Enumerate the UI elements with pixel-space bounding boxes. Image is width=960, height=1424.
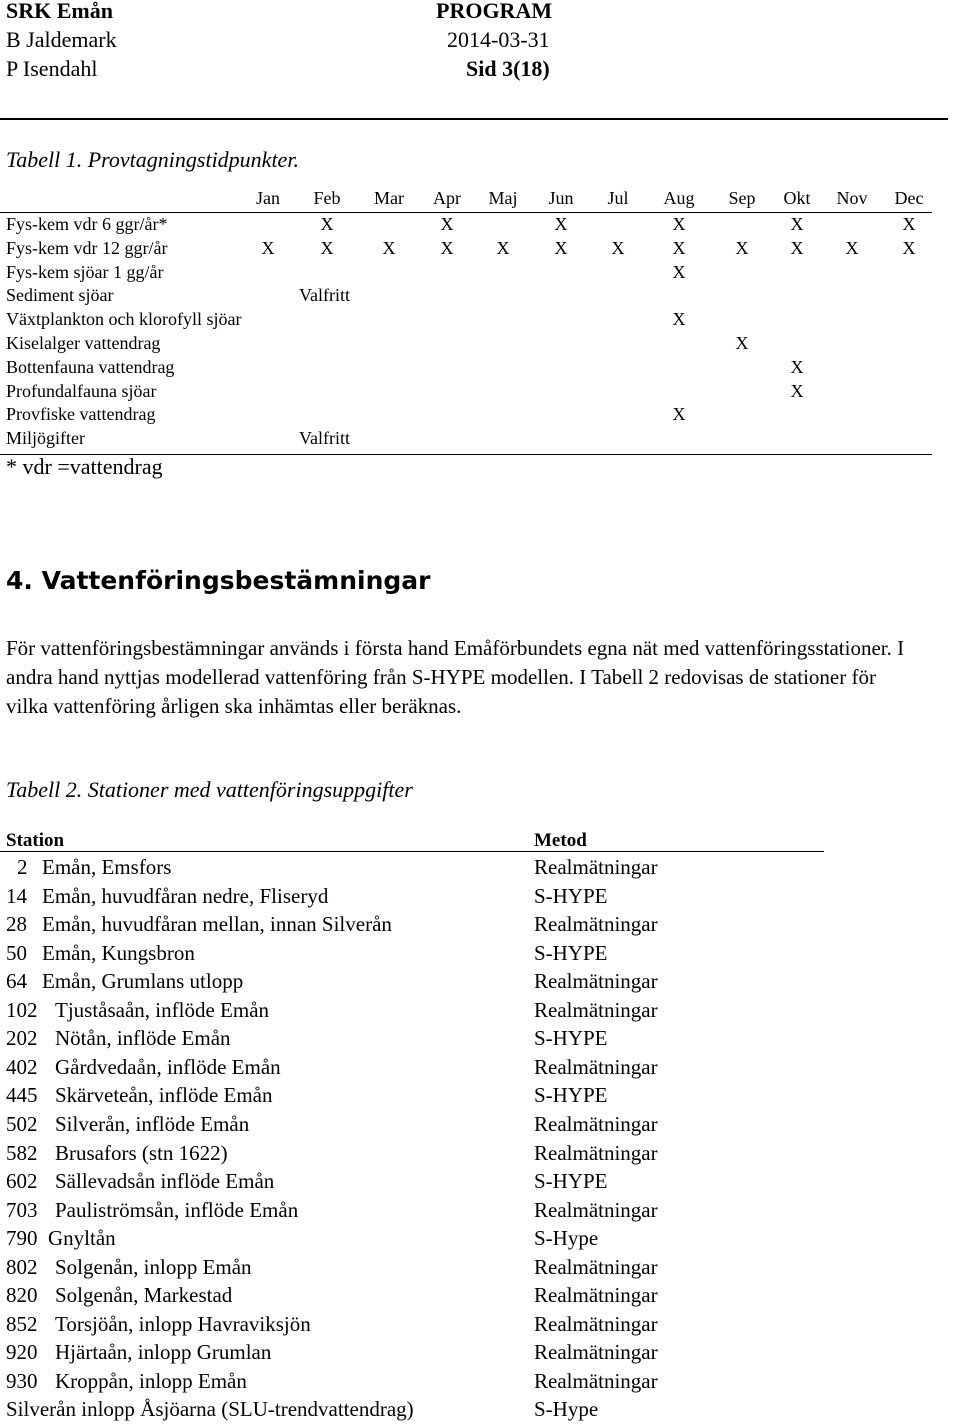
schedule-mark: X [790,380,804,401]
month-header: Mar [374,188,404,208]
header-date: 2014-03-31 [447,27,550,52]
schedule-mark: X [382,237,396,258]
schedule-mark: Valfritt [299,285,350,306]
month-header: Sep [728,188,756,208]
table2-header-rule [0,851,824,852]
station-method: Realmätningar [534,1311,658,1336]
month-header: Jan [256,188,280,208]
station-number: 64 [6,969,27,994]
station-method: S-HYPE [534,1083,608,1108]
station-method: Realmätningar [534,1283,658,1308]
month-header: Jul [607,188,629,208]
station-number: 402 [6,1054,38,1079]
table2-caption-label: Tabell 2. [6,777,83,802]
header-divider [0,118,948,120]
station-method: S-HYPE [534,1026,608,1051]
schedule-mark: X [672,237,686,258]
table2-header-station: Station [6,830,65,851]
station-number: 920 [6,1340,38,1365]
schedule-row-label: Fys-kem vdr 6 ggr/år* [6,214,168,234]
schedule-mark: X [845,237,859,258]
station-method: Realmätningar [534,1197,658,1222]
station-number: 202 [6,1026,38,1051]
month-header: Maj [488,188,518,208]
schedule-row-label: Kiselalger vattendrag [6,333,161,353]
schedule-mark: X [440,237,454,258]
table2-header-metod: Metod [534,830,587,851]
schedule-mark: X [735,237,749,258]
schedule-row-label: Fys-kem vdr 12 ggr/år [6,237,168,258]
station-method: Realmätningar [534,1054,658,1079]
station-name: Gårdvedaån, inflöde Emån [55,1054,281,1079]
table1-caption [6,147,299,173]
schedule-mark: X [672,261,686,282]
station-number: 852 [6,1311,38,1336]
table2-caption-text: Stationer med vattenföringsuppgifter [82,777,413,802]
month-header: Jun [548,188,574,208]
month-header: Aug [663,188,695,208]
section-heading: 4. Vattenföringsbestämningar [6,566,431,595]
schedule-mark: X [790,356,804,377]
table1-caption-label: Tabell 1. [6,147,83,172]
schedule-mark: X [672,404,686,425]
month-header: Nov [836,188,868,208]
station-method: Realmätningar [534,997,658,1022]
station-name: Emån, Emsfors [42,855,172,879]
station-number: 930 [6,1368,38,1393]
schedule-mark: Valfritt [299,428,350,449]
station-number: 790 [6,1226,38,1251]
station-number: 802 [6,1254,38,1279]
schedule-row-label: Profundalfauna sjöar [6,380,157,401]
station-name: Solgenån, Markestad [55,1283,233,1308]
schedule-mark: X [554,214,568,234]
schedule-mark: X [611,237,625,258]
station-name: Tjuståsaån, inflöde Emån [55,997,270,1022]
table1-header-rule [0,212,932,213]
header-doc-title: PROGRAM [436,0,553,23]
table1-footnote: * vdr =vattendrag [6,454,163,479]
station-name: Emån, huvudfåran nedre, Fliseryd [42,883,329,908]
section-paragraph: För vattenföringsbestämningar används i första hand Emåförbundets egna nät med vattenföringsstationer. I andra hand nyttjas modellerad vattenföring från S-HYPE modellen. I Tabell 2 redovisas de stationer för vilka vattenföring årligen ska inhämtas eller beräknas. [6,636,905,718]
station-name: Emån, Grumlans utlopp [42,969,244,994]
station-number: 102 [6,997,38,1022]
station-method: S-HYPE [534,883,608,908]
table1-caption-text: Provtagningstidpunkter. [82,147,299,172]
schedule-row-label: Sediment sjöar [6,285,114,306]
schedule-mark: X [735,333,749,353]
station-name: Solgenån, inlopp Emån [55,1254,252,1279]
schedule-mark: X [902,214,916,234]
station-method: Realmätningar [534,1140,658,1165]
station-number: 502 [6,1111,38,1136]
station-number: 445 [6,1083,38,1108]
schedule-row-label: Bottenfauna vattendrag [6,356,175,377]
header-author-1: B Jaldemark [6,27,117,52]
station-number: 2 [17,855,28,879]
station-method: Realmätningar [534,1368,658,1393]
schedule-mark: X [554,237,568,258]
schedule-mark: X [440,214,454,234]
station-method: Realmätningar [534,969,658,994]
schedule-mark: X [261,237,275,258]
station-number: 14 [6,883,27,908]
station-name: Hjärtaån, inlopp Grumlan [55,1340,272,1365]
station-name: Gnyltån [48,1226,116,1251]
schedule-mark: X [790,237,804,258]
station-number: 820 [6,1283,38,1308]
month-header: Okt [783,188,811,208]
station-method: S-HYPE [534,940,608,965]
header-author-2: P Isendahl [6,56,98,81]
month-header: Apr [433,188,461,208]
station-method: Realmätningar [534,912,658,937]
station-name: Torsjöån, inlopp Havraviksjön [55,1311,311,1336]
table2-caption [6,777,413,803]
schedule-row-label: Växtplankton och klorofyll sjöar [6,309,242,330]
station-method: Realmätningar [534,1254,658,1279]
station-method: S-HYPE [534,1169,608,1194]
schedule-row-label: Provfiske vattendrag [6,404,156,425]
schedule-mark: X [672,214,686,234]
station-name: Nötån, inflöde Emån [55,1026,231,1051]
month-header: Feb [313,188,341,208]
station-name: Sällevadsån inflöde Emån [55,1169,275,1194]
schedule-mark: X [320,237,334,258]
schedule-mark: X [902,237,916,258]
station-number: 582 [6,1140,38,1165]
station-method: Realmätningar [534,1111,658,1136]
schedule-mark: X [672,309,686,330]
station-name: Skärveteån, inflöde Emån [55,1083,273,1108]
station-name: Silverån, inflöde Emån [55,1111,250,1136]
schedule-mark: X [790,214,804,234]
schedule-row-label: Fys-kem sjöar 1 gg/år [6,261,164,282]
schedule-mark: X [320,214,334,234]
station-number: 50 [6,940,27,965]
station-name: Emån, Kungsbron [42,940,195,965]
station-name: Pauliströmsån, inflöde Emån [55,1197,299,1222]
station-number: 703 [6,1197,38,1222]
schedule-mark: X [496,237,510,258]
month-header: Dec [894,188,924,208]
station-name: Silverån inlopp Åsjöarna (SLU-trendvattendrag) [6,1397,414,1422]
header-page-number: Sid 3(18) [466,56,550,81]
header-org: SRK Emån [6,0,113,23]
station-name: Brusafors (stn 1622) [55,1140,228,1165]
schedule-row-label: Miljögifter [6,428,85,449]
station-method: Realmätningar [534,855,658,879]
station-number: 602 [6,1169,38,1194]
station-method: S-Hype [534,1397,599,1422]
station-name: Kroppån, inlopp Emån [55,1368,247,1393]
station-name: Emån, huvudfåran mellan, innan Silverån [42,912,392,937]
station-method: Realmätningar [534,1340,658,1365]
station-method: S-Hype [534,1226,599,1251]
station-number: 28 [6,912,27,937]
